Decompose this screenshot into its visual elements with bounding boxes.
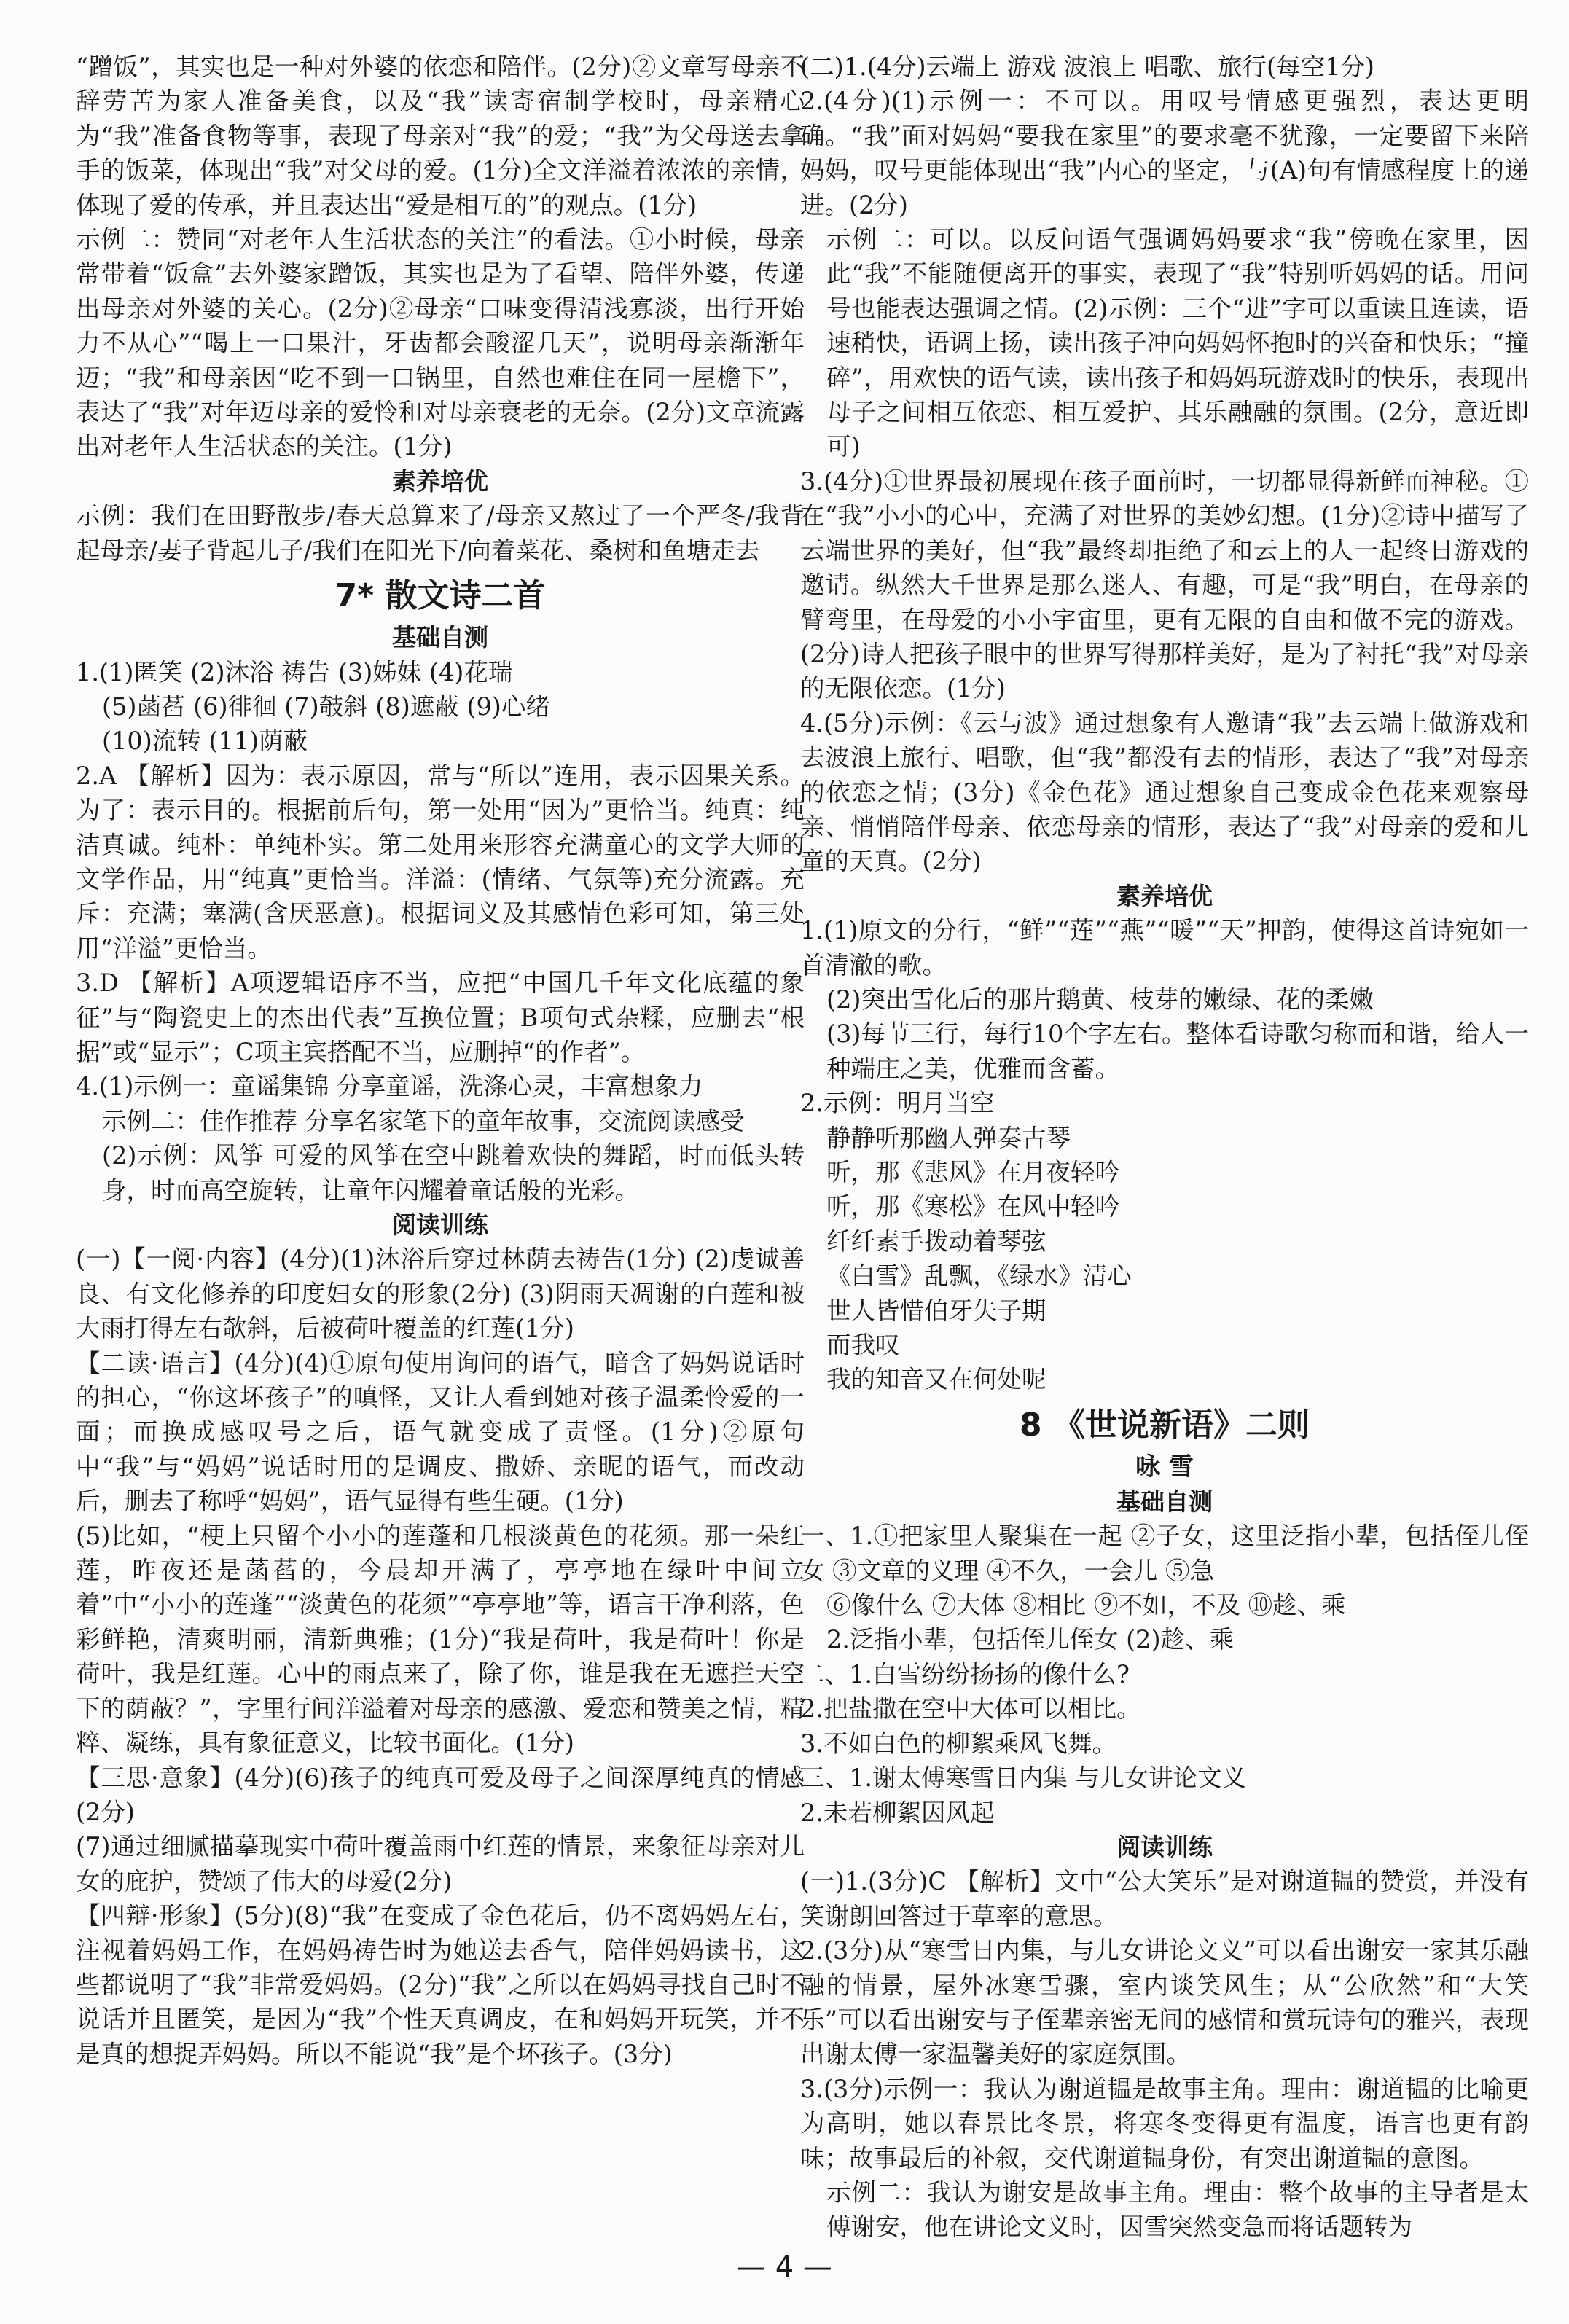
answer-item: (一)【一阅·内容】(4分)(1)沐浴后穿过林荫去祷告(1分) (2)虔诚善良、有文化修养的印度妇女的形象(2分) (3)阴雨天凋谢的白莲和被大雨打得左右欹斜，后被荷叶覆盖的红莲(1分): [76, 1245, 805, 1343]
answer-item: 3.不如白色的柳絮乘风飞舞。: [800, 1729, 1116, 1758]
answer-item: 示例二：可以。以反问语气强调妈妈要求“我”傍晚在家里，因此“我”不能随便离开的事实，表现了“我”特别听妈妈的话。用问号也能表达强调之情。(2)示例：三个“进”字可以重读且连读，语速稍快，语调上扬，读出孩子冲向妈妈怀抱时的兴奋和快乐；“撞碎”，用欢快的语气读，读出孩子和妈妈玩游戏时的快乐，表现出母子之间相互依恋、相互爱护、其乐融融的氛围。(2分，意近即可): [826, 225, 1529, 461]
lesson-title: 8 《世说新语》二则: [1020, 1406, 1310, 1444]
answer-item: 2.把盐撒在空中大体可以相比。: [800, 1694, 1141, 1724]
answer-line: (5)菡萏 (6)徘徊 (7)攲斜 (8)遮蔽 (9)心绪: [102, 692, 550, 721]
section-subheading: 基础自测: [1116, 1487, 1213, 1516]
poem-line: 世人皆惜伯牙失子期: [826, 1296, 1046, 1325]
answer-item: 2.未若柳絮因风起: [800, 1798, 995, 1827]
answer-item: (5)比如，“梗上只留个小小的莲蓬和几根淡黄色的花须。那一朵红莲，昨夜还是菡萏的，今晨却开满了，亭亭地在绿叶中间立着”中“小小的莲蓬”“淡黄色的花须”“亭亭地”等，语言干净利落，色彩鲜艳，清爽明丽，清新典雅；(1分)“我是荷叶，我是荷叶！你是荷叶，我是红莲。心中的雨点来了，除了你，谁是我在无遮拦天空下的荫蔽？”，字里行间洋溢着对母亲的感激、爱恋和赞美之情，精粹、凝练，具有象征意义，比较书面化。(1分): [76, 1521, 805, 1758]
answer-item: (2)突出雪化后的那片鹅黄、枝芽的嫩绿、花的柔嫩: [826, 985, 1374, 1014]
paragraph: 示例：我们在田野散步/春天总算来了/母亲又熬过了一个严冬/我背起母亲/妻子背起儿子/我们在阳光下/向着菜花、桑树和鱼塘走去: [76, 501, 805, 565]
answer-item: 【四辩·形象】(5分)(8)“我”在变成了金色花后，仍不离妈妈左右，注视着妈妈工作，在妈妈祷告时为她送去香气，陪伴妈妈读书，这些都说明了“我”非常爱妈妈。(2分)“我”之所以在妈妈寻找自己时不说话并且匿笑，是因为“我”个性天真调皮，在和妈妈开玩笑，并不是真的想捉弄妈妈。所以不能说“我”是个坏孩子。(3分): [76, 1901, 805, 2068]
answer-item: 2.泛指小辈，包括侄儿侄女 (2)趁、乘: [826, 1625, 1235, 1654]
section-subheading: 素养培优: [1116, 881, 1213, 910]
page-number: — 4 —: [737, 2250, 832, 2284]
lesson-title: 7* 散文诗二首: [334, 577, 546, 615]
answer-item: 示例二：佳作推荐 分享名家笔下的童年故事，交流阅读感受: [102, 1106, 745, 1135]
section-subheading: 基础自测: [392, 623, 488, 652]
answer-item: (二)1.(4分)云端上 游戏 波浪上 唱歌、旅行(每空1分): [800, 52, 1374, 81]
answer-item: 示例二：我认为谢安是故事主角。理由：整个故事的主导者是太傅谢安，他在讲论文义时，因雪突然变急而将话题转为: [826, 2178, 1529, 2242]
section-subheading: 阅读训练: [392, 1210, 488, 1239]
left-column: [76, 50, 805, 2071]
poem-line: 听，那《寒松》在风中轻吟: [826, 1192, 1119, 1221]
answer-item: 3.(3分)示例一：我认为谢道韫是故事主角。理由：谢道韫的比喻更为高明，她以春景比冬景，将寒冬变得更有温度，语言也更有韵味；故事最后的补叙，交代谢道韫身份，有突出谢道韫的意图。: [800, 2074, 1529, 2172]
answer-item: 三、1.谢太傅寒雪日内集 与儿女讲论文义: [800, 1764, 1247, 1793]
section-subheading: 阅读训练: [1116, 1832, 1213, 1861]
text-title: 咏 雪: [1135, 1452, 1194, 1482]
poem-line: 听，那《悲风》在月夜轻吟: [826, 1158, 1119, 1186]
paragraph: 示例二：赞同“对老年人生活状态的关注”的看法。①小时候，母亲常带着“饭盒”去外婆家蹭饭，其实也是为了看望、陪伴外婆，传递出母亲对外婆的关心。(2分)②母亲“口味变得清浅寡淡，出行开始力不从心”“喝上一口果汁，牙齿都会酸涩几天”，说明母亲渐渐年迈；“我”和母亲因“吃不到一口锅里，自然也难住在同一屋檐下”，表达了“我”对年迈母亲的爱怜和对母亲衰老的无奈。(2分)文章流露出对老年人生活状态的关注。(1分): [76, 225, 805, 461]
answer-item: (2)示例：风筝 可爱的风筝在空中跳着欢快的舞蹈，时而低头转身，时而高空旋转，让童年闪耀着童话般的光彩。: [102, 1141, 805, 1205]
answer-item: 3.D 【解析】A项逻辑语序不当，应把“中国几千年文化底蕴的象征”与“陶瓷史上的杰出代表”互换位置；B项句式杂糅，应删去“根据”或“显示”；C项主宾搭配不当，应删掉“的作者”。: [76, 969, 805, 1066]
poem-line: 我的知音又在何处呢: [826, 1365, 1046, 1394]
answer-item: 4.(5分)示例：《云与波》通过想象有人邀请“我”去云端上做游戏和去波浪上旅行、唱歌，但“我”都没有去的情形，表达了“我”对母亲的依恋之情；(3分)《金色花》通过想象自己变成金色花来观察母亲、悄悄陪伴母亲、依恋母亲的情形，表达了“我”对母亲的爱和儿童的天真。(2分): [800, 708, 1529, 876]
poem-line: 静静听那幽人弹奏古琴: [826, 1123, 1071, 1152]
answer-line: 1.(1)匿笑 (2)沐浴 祷告 (3)姊妹 (4)花瑞: [76, 657, 513, 686]
answer-item: 2.A 【解析】因为：表示原因，常与“所以”连用，表示因果关系。为了：表示目的。根据前后句，第一处用“因为”更恰当。纯真：纯洁真诚。纯朴：单纯朴实。第二处用来形容充满童心的文学大师的文学作品，用“纯真”更恰当。洋溢：(情绪、气氛等)充分流露。充斥：充满；塞满(含厌恶意)。根据词义及其感情色彩可知，第三处用“洋溢”更恰当。: [76, 761, 805, 963]
answer-item: 1.(1)原文的分行，“鲜”“莲”“燕”“暖”“天”押韵，使得这首诗宛如一首清澈的歌。: [800, 916, 1529, 979]
answer-item: 【二读·语言】(4分)(4)①原句使用询问的语气，暗含了妈妈说话时的担心，“你这坏孩子”的嗔怪，又让人看到她对孩子温柔怜爱的一面；而换成感叹号之后，语气就变成了责怪。(1分)②原句中“我”与“妈妈”说话时用的是调皮、撒娇、亲昵的语气，而改动后，删去了称呼“妈妈”，语气显得有些生硬。(1分): [76, 1348, 805, 1516]
answer-item: 一、1.①把家里人聚集在一起 ②子女，这里泛指小辈，包括侄儿侄女 ③文章的义理 ④不久，一会儿 ⑤急: [800, 1522, 1529, 1585]
answer-item: 4.(1)示例一：童谣集锦 分享童谣，洗涤心灵，丰富想象力: [76, 1072, 703, 1101]
poem-line: 《白雪》乱飘，《绿水》清心: [826, 1261, 1132, 1291]
answer-item: 2.(3分)从“寒雪日内集，与儿女讲论文义”可以看出谢安一家其乐融融的情景，屋外冰寒雪骤，室内谈笑风生；从“公欣然”和“大笑乐”可以看出谢安与子侄辈亲密无间的感情和赏玩诗句的雅兴，表现出谢太傅一家温馨美好的家庭氛围。: [800, 1936, 1529, 2069]
answer-item: ⑥像什么 ⑦大体 ⑧相比 ⑨不如，不及 ⑩趁、乘: [826, 1591, 1346, 1620]
right-column: [800, 50, 1529, 2245]
answer-item: 2.(4分)(1)示例一：不可以。用叹号情感更强烈，表达更明确。“我”面对妈妈“要我在家里”的要求毫不犹豫，一定要留下来陪妈妈，叹号更能体现出“我”内心的坚定，与(A)句有情感程度上的递进。(2分): [800, 87, 1529, 219]
answer-line: (10)流转 (11)荫蔽: [102, 727, 308, 756]
answer-item: 二、1.白雪纷纷扬扬的像什么?: [800, 1659, 1130, 1689]
answer-item: 【三思·意象】(4分)(6)孩子的纯真可爱及母子之间深厚纯真的情感(2分): [76, 1763, 805, 1826]
answer-item: (7)通过细腻描摹现实中荷叶覆盖雨中红莲的情景，来象征母亲对儿女的庇护，赞颂了伟大的母爱(2分): [76, 1832, 805, 1895]
answer-item: (3)每节三行，每行10个字左右。整体看诗歌匀称而和谐，给人一种端庄之美，优雅而含蓄。: [826, 1020, 1529, 1083]
poem-line: 而我叹: [826, 1331, 900, 1360]
section-subheading: 素养培优: [392, 466, 488, 496]
answer-item: (一)1.(3分)C 【解析】文中“公大笑乐”是对谢道韫的赞赏，并没有笑谢朗回答过于草率的意思。: [800, 1867, 1529, 1930]
poem-line: 纤纤素手拨动着琴弦: [826, 1226, 1046, 1256]
paragraph: “蹭饭”，其实也是一种对外婆的依恋和陪伴。(2分)②文章写母亲不辞劳苦为家人准备美食，以及“我”读寄宿制学校时，母亲精心为“我”准备食物等事，表现了母亲对“我”的爱；“我”为父母送去拿手的饭菜，体现出“我”对父母的爱。(1分)全文洋溢着浓浓的亲情，体现了爱的传承，并且表达出“爱是相互的”的观点。(1分): [76, 52, 805, 219]
answer-item: 3.(4分)①世界最初展现在孩子面前时，一切都显得新鲜而神秘。①在“我”小小的心中，充满了对世界的美妙幻想。(1分)②诗中描写了云端世界的美好，但“我”最终却拒绝了和云上的人一起终日游戏的邀请。纵然大千世界是那么迷人、有趣，可是“我”明白，在母亲的臂弯里，在母爱的小小宇宙里，更有无限的自由和做不完的游戏。(2分)诗人把孩子眼中的世界写得那样美好，是为了衬托“我”对母亲的无限依恋。(1分): [800, 466, 1529, 703]
answer-item: 2.示例：明月当空: [800, 1089, 995, 1118]
